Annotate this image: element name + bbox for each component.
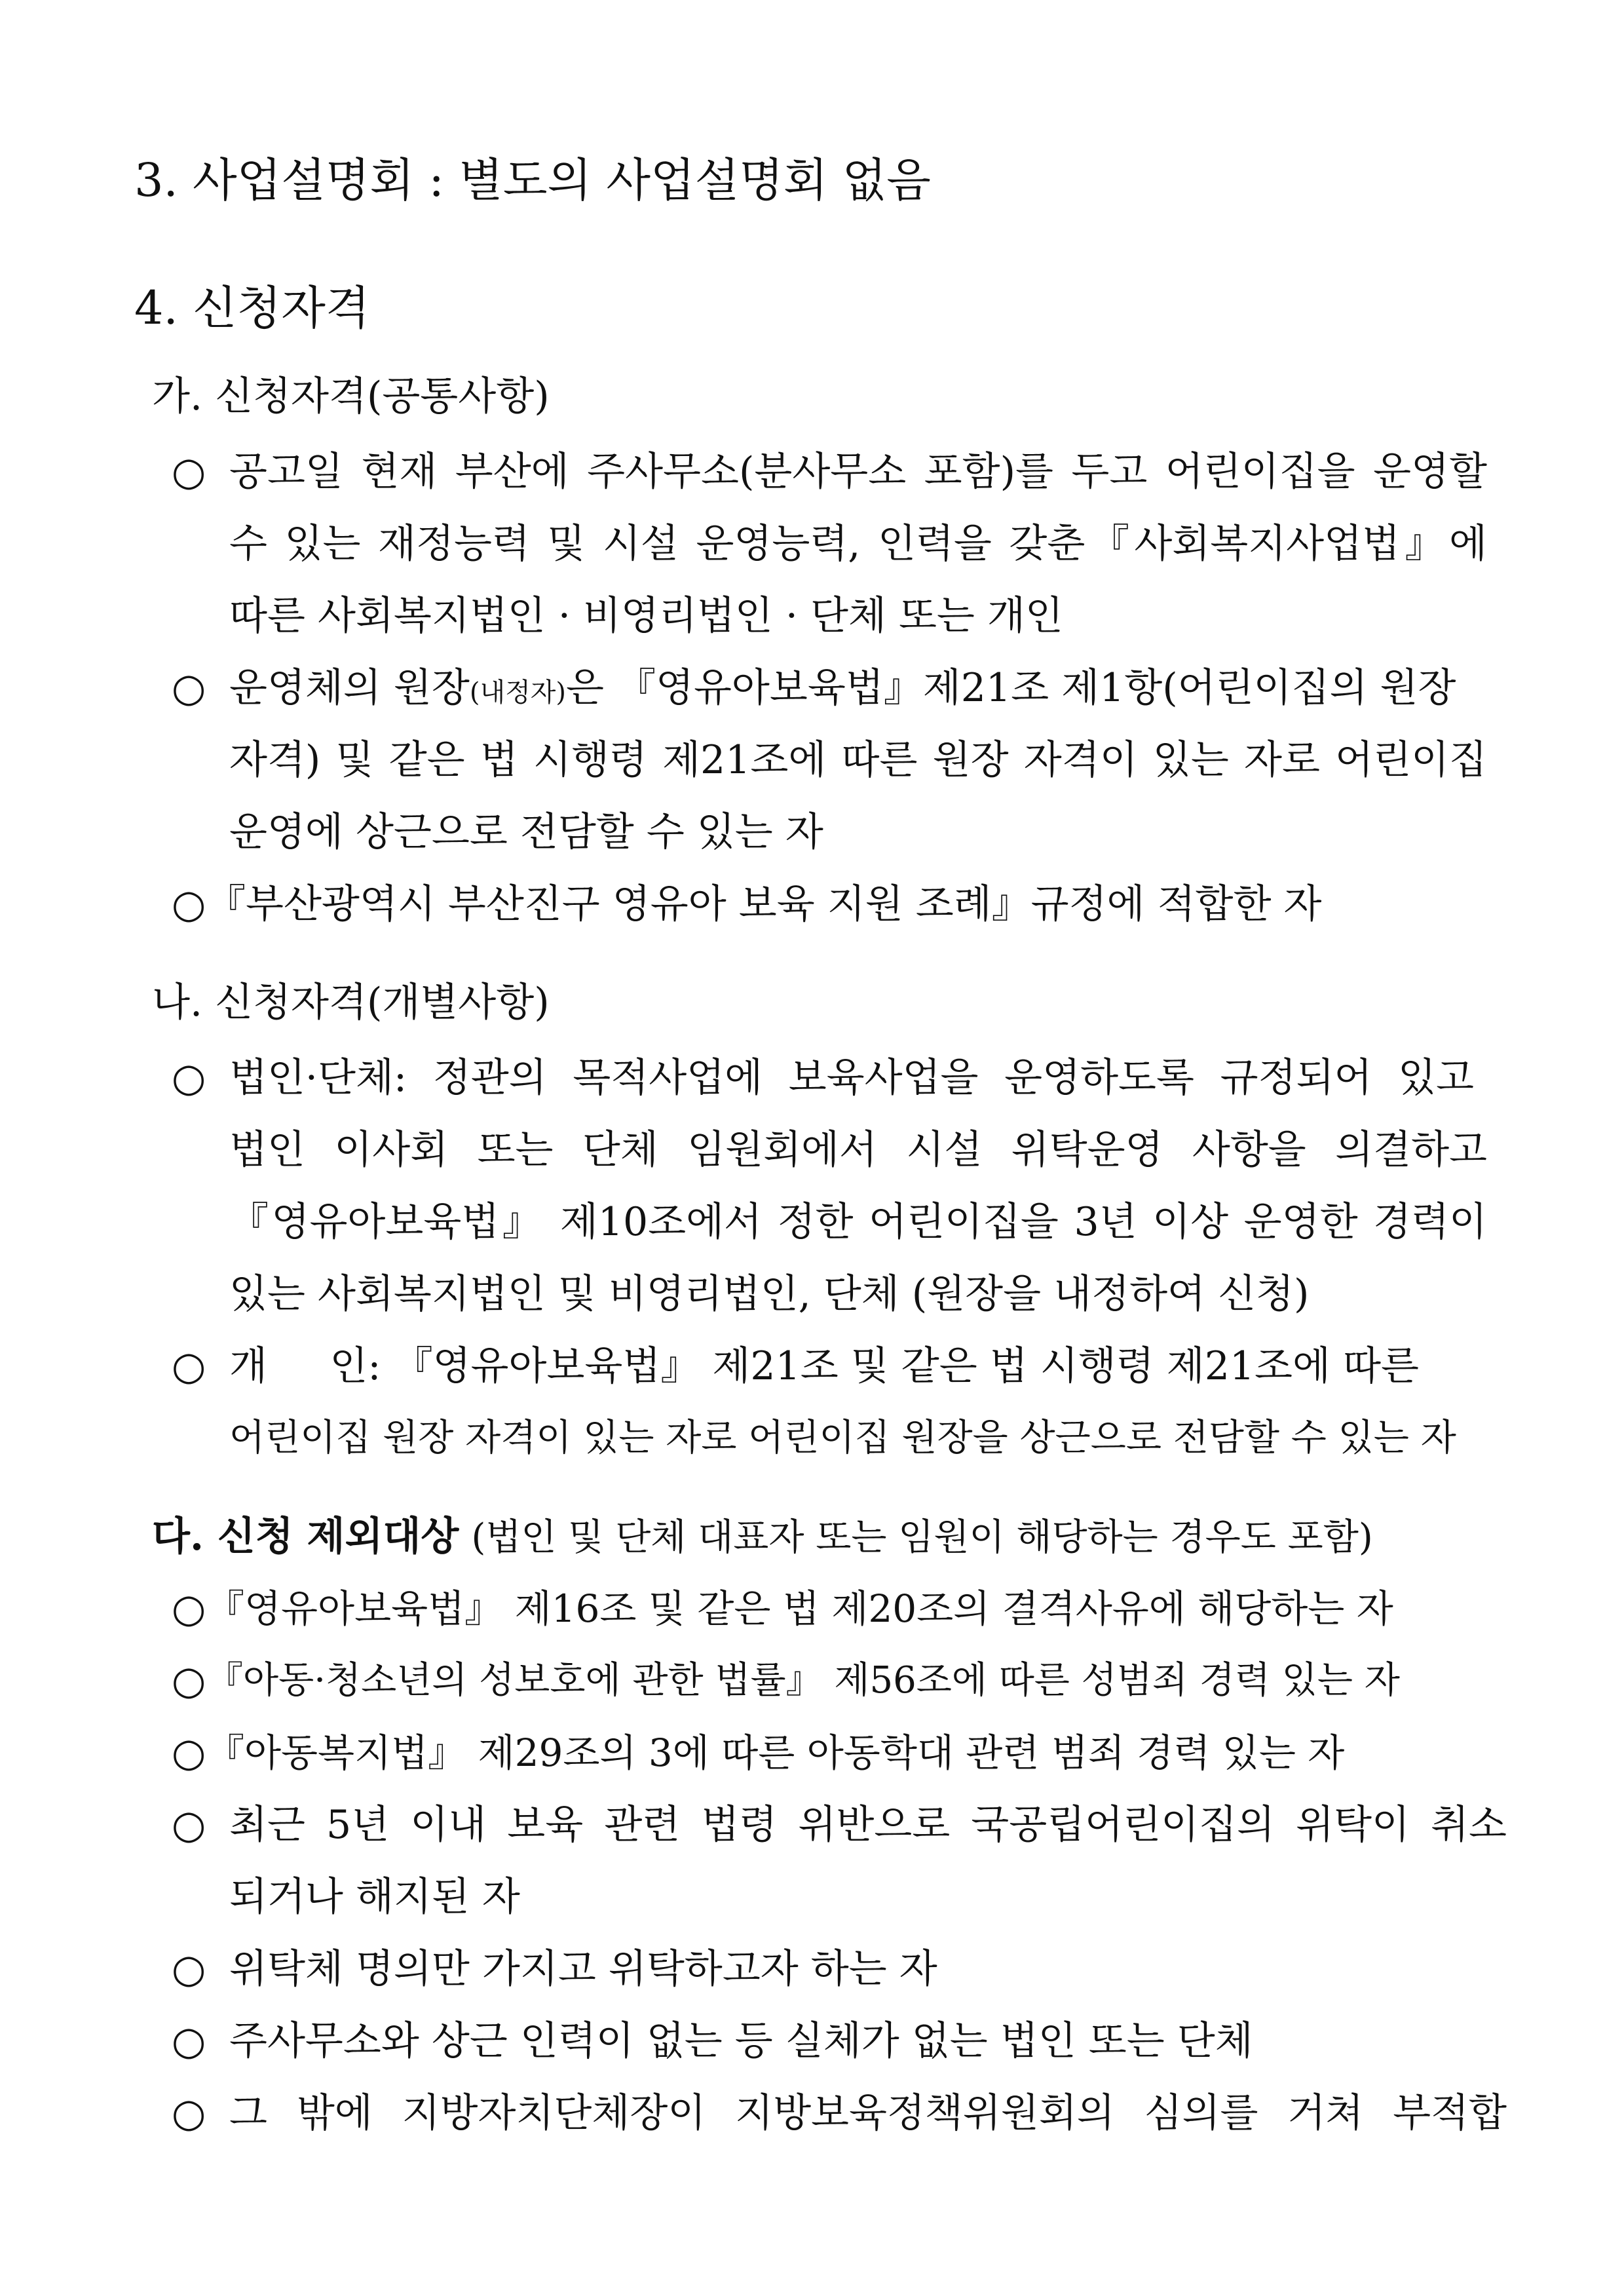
da-item-2: 『아동·청소년의 성보호에 관한 법률』 제56조에 따른 성범죄 경력 있는 자 — [206, 1659, 1400, 1702]
na-item-1-line-3: 『영유아보육법』 제10조에서 정한 어린이집을 3년 이상 운영한 경력이 — [229, 1199, 1487, 1245]
bullet-circle: ○ — [172, 881, 206, 927]
bullet-circle: ○ — [172, 2090, 206, 2136]
ga-item-2-line-3: 운영에 상근으로 전담할 수 있는 자 — [229, 809, 823, 855]
na-item-2-line-2: 어린이집 원장 자격이 있는 자로 어린이집 원장을 상근으로 전담할 수 있는 자 — [229, 1417, 1456, 1459]
ga-item-1-line-3: 따른 사회복지법인 · 비영리법인 · 단체 또는 개인 — [229, 593, 1063, 639]
bullet-circle: ○ — [172, 449, 206, 495]
da-item-5: 위탁체 명의만 가지고 위탁하고자 하는 자 — [229, 1946, 937, 1992]
da-item-4-line-1: 최근 5년 이내 보육 관련 법령 위반으로 국공립어린이집의 위탁이 취소 — [229, 1802, 1507, 1848]
bullet-circle: ○ — [172, 1658, 206, 1704]
subsection-na-title: 나. 신청자격(개별사항) — [152, 980, 550, 1025]
ga-item-3-line-1: 『부산광역시 부산진구 영유아 보육 지원 조례』규정에 적합한 자 — [206, 881, 1322, 927]
na-item-1-line-1: 법인·단체: 정관의 목적사업에 보육사업을 운영하도록 규정되어 있고 — [229, 1055, 1474, 1101]
ga-item-1-line-1: 공고일 현재 부산에 주사무소(분사무소 포함)를 두고 어린이집을 운영할 — [229, 449, 1487, 495]
subsection-ga-title: 가. 신청자격(공통사항) — [152, 373, 550, 419]
ga-item-1-line-2: 수 있는 재정능력 및 시설 운영능력, 인력을 갖춘『사회복지사업법』에 — [229, 521, 1487, 567]
da-item-6: 주사무소와 상근 인력이 없는 등 실체가 없는 법인 또는 단체 — [229, 2018, 1253, 2064]
da-item-1: 『영유아보육법』 제16조 및 같은 법 제20조의 결격사유에 해당하는 자 — [206, 1586, 1393, 1631]
subsection-da-title-row — [152, 1510, 1373, 1563]
na-item-1-line-2: 법인 이사회 또는 단체 임원회에서 시설 위탁운영 사항을 의결하고 — [229, 1127, 1487, 1173]
section-3-heading: 3. 사업설명회 : 별도의 사업설명회 없음 — [134, 153, 931, 207]
ga-item-2-line-2: 자격) 및 같은 법 시행령 제21조에 따른 원장 자격이 있는 자로 어린이집 — [229, 737, 1487, 783]
da-item-4-line-2: 되거나 해지된 자 — [229, 1874, 520, 1920]
subsection-da-title: 다. 신청 제외대상 — [152, 1514, 459, 1559]
na-item-1-line-4: 있는 사회복지법인 및 비영리법인, 단체 (원장을 내정하여 신청) — [229, 1271, 1310, 1317]
bullet-circle: ○ — [172, 2018, 206, 2064]
ga-item-2-line-1: 운영체의 원장(내정자)은 『영유아보육법』제21조 제1항(어린이집의 원장 — [229, 665, 1456, 711]
na-item-2-line-1: 개 인: 『영유아보육법』 제21조 및 같은 법 시행령 제21조에 따른 — [229, 1343, 1419, 1389]
da-item-3: 『아동복지법』 제29조의 3에 따른 아동학대 관련 범죄 경력 있는 자 — [206, 1731, 1345, 1775]
bullet-circle: ○ — [172, 1946, 206, 1992]
bullet-circle: ○ — [172, 1343, 206, 1389]
bullet-circle: ○ — [172, 665, 206, 711]
bullet-circle: ○ — [172, 1055, 206, 1101]
da-item-7: 그 밖에 지방자치단체장이 지방보육정책위원회의 심의를 거쳐 부적합 — [229, 2090, 1507, 2136]
bullet-circle: ○ — [172, 1730, 206, 1776]
section-4-heading: 4. 신청자격 — [134, 281, 370, 335]
subsection-da-note: (법인 및 단체 대표자 또는 임원이 해당하는 경우도 포함) — [471, 1516, 1373, 1559]
bullet-circle: ○ — [172, 1586, 206, 1632]
bullet-circle: ○ — [172, 1802, 206, 1848]
